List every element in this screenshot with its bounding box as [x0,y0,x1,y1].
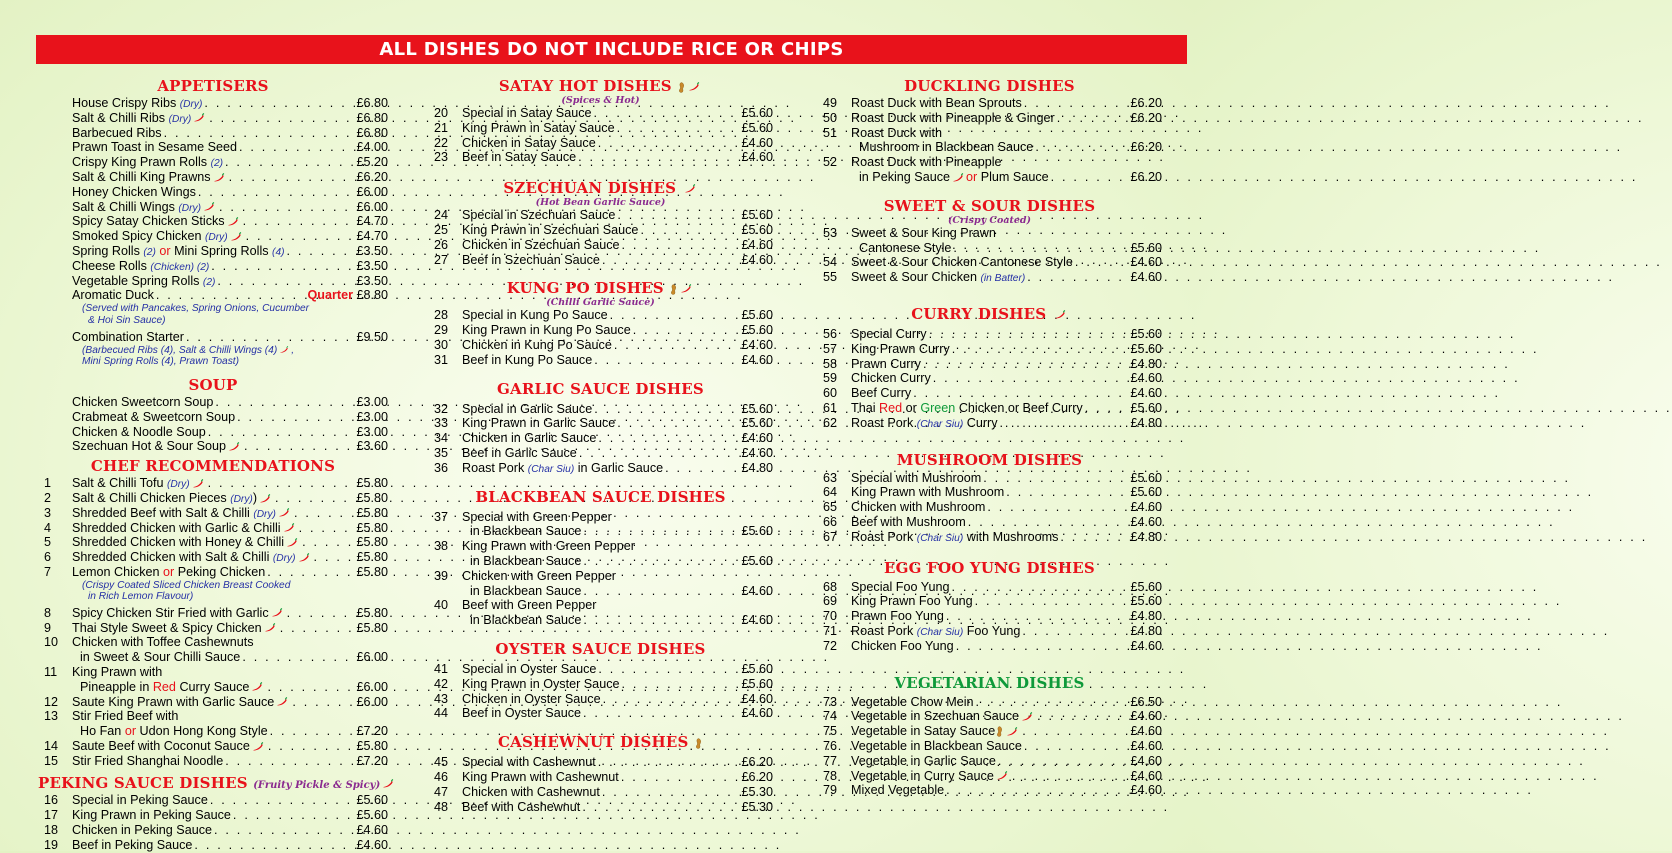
menu-item: 79 Mixed Vegetable . . . £4.60 [817,783,1162,798]
chili-icon [259,494,271,504]
menu-item: 68 Special Foo Yung . . . £5.60 [817,580,1162,595]
menu-item: 13 Stir Fried Beef with [44,709,179,724]
item-description: in Rich Lemon Flavour) [88,591,194,603]
section-mushroom [817,451,1162,545]
menu-item: 31 Beef in Kung Po Sauce . . . £4.60 [428,353,773,368]
menu-item: 32 Special in Garlic Sauce . . . £5.60 [428,402,773,417]
chili-icon [298,553,310,563]
menu-item-continued: Cantonese Style . . . £5.60 [817,241,1162,256]
menu-item: Salt & Chilli Ribs (Dry) . . . £6.80 [38,111,388,126]
chili-icon [213,173,225,183]
item-description: (Served with Pancakes, Spring Onions, Cucumber [82,303,310,315]
menu-item: 34 Chicken in Garlic Sauce . . . £4.60 [428,431,773,446]
menu-item: 1 Salt & Chilli Tofu (Dry) . . . £5.80 [38,476,388,491]
menu-item-continued: in Sweet & Sour Chilli Sauce . . . £6.00 [38,650,388,665]
chili-icon [1054,310,1066,320]
menu-item: 43 Chicken in Oyster Sauce . . . £4.60 [428,692,773,707]
menu-item-continued: in Blackbean Sauce . . . £5.60 [428,524,773,539]
section-oyster [428,640,773,721]
menu-item: 64 King Prawn with Mushroom . . . £5.60 [817,485,1162,500]
menu-item: Cheese Rolls (Chicken) (2) . . . £3.50 [38,259,388,274]
section-title: BLACKBEAN SAUCE DISHES [475,487,726,506]
section-chef-recommendations [38,457,388,768]
chili-icon [264,623,276,633]
menu-item: 12 Saute King Prawn with Garlic Sauce . . . £6.00 [38,695,388,710]
menu-item: 50 Roast Duck with Pineapple & Ginger . . . £6.20 [817,111,1162,126]
section-satay [428,77,773,165]
menu-item: 8 Spicy Chicken Stir Fried with Garlic . . . £5.80 [38,606,388,621]
menu-item: Crispy King Prawn Rolls (2) . . . £5.20 [38,155,388,170]
section-title: GARLIC SAUCE DISHES [497,379,704,398]
menu-item: 59 Chicken Curry . . . £4.60 [817,371,1162,386]
section-garlic [428,380,773,476]
chili-icon [382,779,394,789]
menu-item: 36 Roast Pork (Char Siu) in Garlic Sauce . . . £4.80 [428,461,773,476]
chili-icon [996,771,1008,781]
menu-item: Aromatic Duck . . . Quarter £8.80 [38,288,388,303]
section-title: VEGETARIAN DISHES [894,673,1085,692]
menu-item: Salt & Chilli King Prawns . . . £6.20 [38,170,388,185]
menu-item: 4 Shredded Chicken with Garlic & Chilli . . . £5.80 [38,521,388,536]
menu-item: 67 Roast Pork (Char Siu) with Mushrooms . . . £4.80 [817,530,1162,545]
chili-icon [688,82,700,92]
chili-icon [283,523,295,533]
menu-item: Chicken & Noodle Soup . . . £3.00 [38,425,388,440]
menu-item: 18 Chicken in Peking Sauce . . . £4.60 [38,823,388,838]
chili-icon [1021,712,1033,722]
section-curry [817,305,1162,431]
menu-item: Smoked Spicy Chicken (Dry) . . . £4.70 [38,229,388,244]
menu-item-continued: in Peking Sauce or Plum Sauce . . . £6.20 [817,170,1162,185]
chili-icon [276,697,288,707]
menu-item: 41 Special in Oyster Sauce . . . £5.60 [428,662,773,677]
section-subtitle: (Spices & Hot) [561,95,640,106]
menu-item: 40 Beef with Green Pepper [434,598,597,613]
chili-icon [251,682,263,692]
menu-item: 77 Vegetable in Garlic Sauce . . . £4.60 [817,754,1162,769]
chili-icon [680,284,692,294]
cashew-icon [670,284,677,295]
section-title: DUCKLING DISHES [904,77,1075,95]
menu-item: 76 Vegetable in Blackbean Sauce . . . £4.60 [817,739,1162,754]
menu-item: 70 Prawn Foo Yung . . . £4.80 [817,609,1162,624]
menu-item: Prawn Toast in Sesame Seed . . . £4.00 [38,140,388,155]
menu-item: 30 Chicken in Kung Po Sauce . . . £4.60 [428,338,773,353]
menu-item: 24 Special in Szechuan Sauce . . . £5.60 [428,208,773,223]
menu-item: Spicy Satay Chicken Sticks . . . £4.70 [38,214,388,229]
menu-item: 45 Special with Cashewnut . . . £6.20 [428,755,773,770]
section-title: APPETISERS [157,77,269,95]
chili-icon [203,202,215,212]
chili-icon [252,742,264,752]
section-title: OYSTER SAUCE DISHES [495,639,706,658]
menu-item: 55 Sweet & Sour Chicken (in Batter) . . . £4.60 [817,270,1162,285]
chili-icon [193,113,205,123]
menu-item: 48 Beef with Cashewnut . . . £5.30 [428,800,773,815]
item-description: & Hoi Sin Sauce) [88,314,166,326]
chili-icon [230,232,242,242]
menu-item: 72 Chicken Foo Yung . . . £4.60 [817,639,1162,654]
menu-item-continued: in Blackbean Sauce . . . £4.60 [428,613,773,628]
menu-item: Vegetable Spring Rolls (2) . . . £3.50 [38,274,388,289]
menu-item: 20 Special in Satay Sauce . . . £5.60 [428,106,773,121]
section-title: MUSHROOM DISHES [896,450,1083,469]
menu-item-continued: Ho Fan or Udon Hong Kong Style . . . £7.20 [38,724,388,739]
menu-item: 61 Thai Red or Green Chicken or Beef Curry . . . £5.60 [817,401,1162,416]
menu-item: 10 Chicken with Toffee Cashewnuts [44,635,254,650]
column-left [38,77,388,853]
cashew-icon [695,738,702,749]
section-title: KUNG PO DISHES [428,279,773,298]
menu-item: 39 Chicken with Green Pepper [434,568,617,583]
item-description: (Crispy Coated Sliced Chicken Breast Cooked [82,579,291,591]
section-appetisers [38,77,388,368]
section-szechuan [428,179,773,267]
menu-item: 53 Sweet & Sour King Prawn [823,225,996,240]
section-subtitle: (Crispy Coated) [947,214,1032,226]
menu-item: 56 Special Curry . . . £5.60 [817,327,1162,342]
menu-item: 23 Beef in Satay Sauce . . . £4.60 [428,150,773,165]
column-middle [428,77,773,814]
menu-item: 38 King Prawn with Green Pepper [434,539,635,554]
chili-icon [952,173,964,183]
menu-item: Barbecued Ribs . . . £6.80 [38,126,388,141]
section-vegetarian [817,674,1162,799]
chili-icon [684,184,696,194]
menu-item: 2 Salt & Chilli Chicken Pieces (Dry)) . . . £5.80 [38,491,388,506]
cashew-icon [678,82,685,93]
menu-item: 9 Thai Style Sweet & Spicy Chicken . . . £5.80 [38,621,388,636]
menu-item: 17 King Prawn in Peking Sauce . . . £5.60 [38,808,388,823]
section-sweet-sour [817,197,1162,285]
section-title: SOUP [188,375,238,394]
menu-item-continued: Mushroom in Blackbean Sauce . . . £6.20 [817,140,1162,155]
column-right [817,77,1162,798]
menu-item: 65 Chicken with Mushroom . . . £4.60 [817,500,1162,515]
item-description: (Barbecued Ribs (4), Salt & Chilli Wings (4) , [82,344,295,356]
cashew-icon [996,726,1003,737]
menu-item: 21 King Prawn in Satay Sauce . . . £5.60 [428,121,773,136]
menu-item: 47 Chicken with Cashewnut . . . £5.30 [428,785,773,800]
chili-icon [279,346,289,354]
menu-item: 5 Shredded Chicken with Honey & Chilli . . . £5.80 [38,535,388,550]
menu-item: 57 King Prawn Curry . . . £5.60 [817,342,1162,357]
chili-icon [271,608,283,618]
chili-icon [228,442,240,452]
section-egg-foo-yung [817,559,1162,654]
menu-item: 75 Vegetable in Satay Sauce . . . £4.60 [817,724,1162,739]
menu-item: 49 Roast Duck with Bean Sprouts . . . £6.20 [817,96,1162,111]
menu-item: 44 Beef in Oyster Sauce . . . £4.60 [428,706,773,721]
section-duckling [817,77,1162,185]
menu-item: 62 Roast Pork (Char Siu) Curry . . . £4.80 [817,416,1162,431]
section-kung-po [428,279,773,367]
section-cashewnut [428,733,773,814]
menu-item: 54 Sweet & Sour Chicken Cantonese Style . . . £4.60 [817,255,1162,270]
menu-item: 46 King Prawn with Cashewnut . . . £6.20 [428,770,773,785]
menu-item: 52 Roast Duck with Pineapple [823,155,1002,170]
menu-item: 66 Beef with Mushroom . . . £4.60 [817,515,1162,530]
section-title: CHEF RECOMMENDATIONS [90,457,336,476]
section-title: CASHEWNUT DISHES [428,733,773,752]
chili-icon [192,479,204,489]
chili-icon [1006,727,1018,737]
menu-item: 6 Shredded Chicken with Salt & Chilli (Dry) . . . £5.80 [38,550,388,565]
menu-item: 16 Special in Peking Sauce . . . £5.60 [38,793,388,808]
menu-item: Combination Starter . . . £9.50 [38,330,388,345]
chili-icon [286,538,298,548]
menu-item: 69 King Prawn Foo Yung . . . £5.60 [817,594,1162,609]
menu-item: 78 Vegetable in Curry Sauce . . . £4.60 [817,769,1162,784]
menu-item: 60 Beef Curry . . . £4.60 [817,386,1162,401]
menu-item: Chicken Sweetcorn Soup . . . £3.00 [38,395,388,410]
menu-item: House Crispy Ribs (Dry) . . . £6.80 [38,96,388,111]
menu-item: 25 King Prawn in Szechuan Sauce . . . £5.60 [428,223,773,238]
menu-item: Spring Rolls (2) or Mini Spring Rolls (4) . . . £3.50 [38,244,388,259]
menu-item: 19 Beef in Peking Sauce . . . £4.60 [38,838,388,853]
section-title: PEKING SAUCE DISHES (Fruity Pickle & Spicy) [38,774,388,793]
section-title: CURRY DISHES [817,305,1162,324]
menu-item: 22 Chicken in Satay Sauce . . . £4.60 [428,136,773,151]
section-title: EGG FOO YUNG DISHES [884,558,1095,577]
menu-item: 63 Special with Mushroom . . . £5.60 [817,471,1162,486]
menu-item: 58 Prawn Curry . . . £4.80 [817,357,1162,372]
menu-item: 42 King Prawn in Oyster Sauce . . . £5.60 [428,677,773,692]
menu-item: 28 Special in Kung Po Sauce . . . £5.60 [428,308,773,323]
menu-item: 35 Beef in Garlic Sauce . . . £4.60 [428,446,773,461]
section-title: SATAY HOT DISHES [428,77,773,96]
chili-icon [227,217,239,227]
chili-icon [278,508,290,518]
section-soup [38,376,388,454]
item-description: Mini Spring Rolls (4), Prawn Toast) [82,356,240,368]
section-peking [38,774,388,852]
menu-item-continued: in Blackbean Sauce . . . £4.60 [428,584,773,599]
menu-item: 3 Shredded Beef with Salt & Chilli (Dry) . . . £5.80 [38,506,388,521]
menu-item: 26 Chicken in Szechuan Sauce . . . £4.60 [428,238,773,253]
menu-item: 74 Vegetable in Szechuan Sauce . . . £4.60 [817,709,1162,724]
menu-item: 71 Roast Pork (Char Siu) Foo Yung . . . £4.80 [817,624,1162,639]
menu-item: Salt & Chilli Wings (Dry) . . . £6.00 [38,200,388,215]
menu-item: 29 King Prawn in Kung Po Sauce . . . £5.60 [428,323,773,338]
menu-item-continued: in Blackbean Sauce . . . £5.60 [428,554,773,569]
section-subtitle: (Chilli Garlic Sauce) [546,297,655,309]
menu-item: 51 Roast Duck with [823,125,942,140]
section-title: SWEET & SOUR DISHES [883,196,1096,215]
menu-item: 7 Lemon Chicken or Peking Chicken . . . £5.80 [38,565,388,580]
banner: ALL DISHES DO NOT INCLUDE RICE OR CHIPS [36,35,1187,64]
menu-item-continued: Pineapple in Red Curry Sauce . . . £6.00 [38,680,388,695]
menu-item: 15 Stir Fried Shanghai Noodle . . . £7.20 [38,754,388,769]
section-blackbean [428,488,773,628]
menu-item: 33 King Prawn in Garlic Sauce . . . £5.60 [428,416,773,431]
menu-item: 14 Saute Beef with Coconut Sauce . . . £5.80 [38,739,388,754]
menu-item: Szechuan Hot & Sour Soup . . . £3.60 [38,439,388,454]
menu-item: 37 Special with Green Pepper [434,509,612,524]
section-title: SZECHUAN DISHES [428,179,773,198]
section-subtitle: (Hot Bean Garlic Sauce) [535,197,666,209]
menu-item: 27 Beef in Szechuan Sauce . . . £4.60 [428,253,773,268]
menu-item: Crabmeat & Sweetcorn Soup . . . £3.00 [38,410,388,425]
menu-item: 73 Vegetable Chow Mein . . . £6.50 [817,695,1162,710]
menu-item: 11 King Prawn with [44,664,163,679]
menu-item: Honey Chicken Wings . . . £6.00 [38,185,388,200]
